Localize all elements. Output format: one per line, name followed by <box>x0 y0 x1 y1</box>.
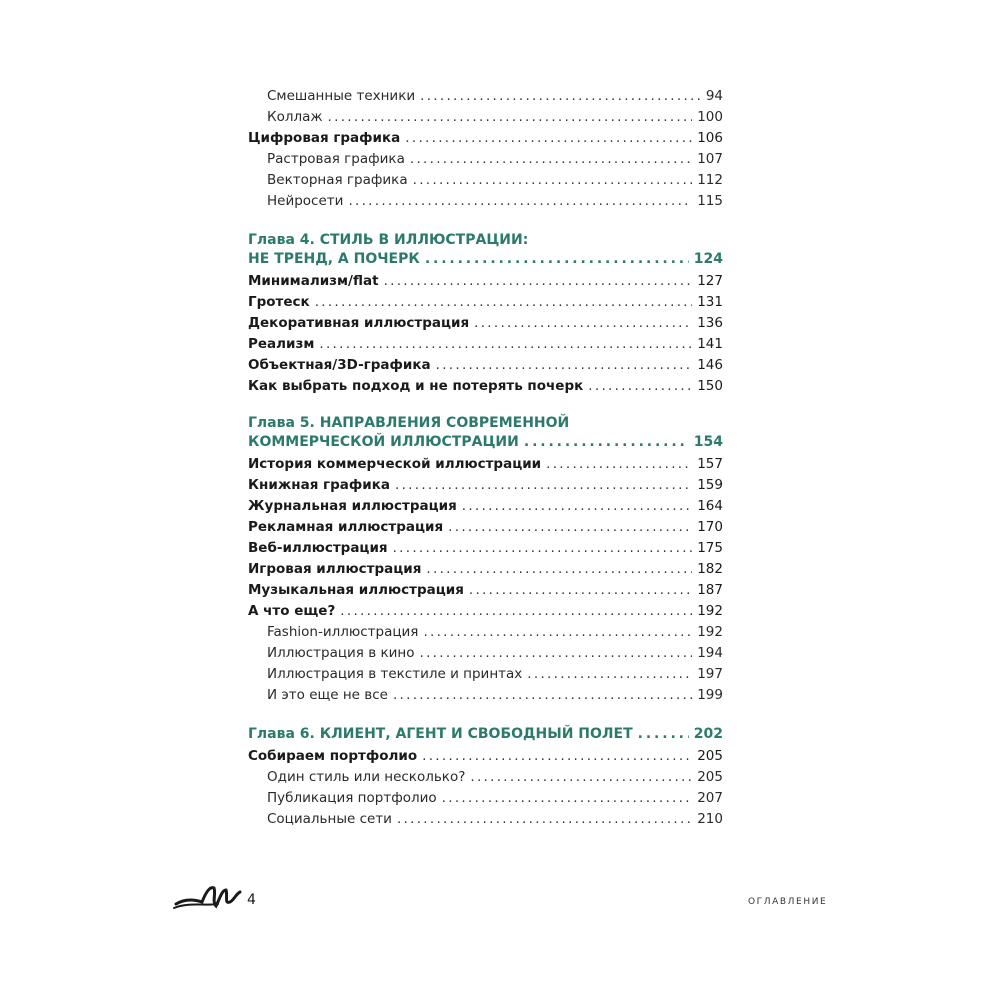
toc-entry-title: Журнальная иллюстрация <box>248 498 457 514</box>
leader-dots <box>393 685 692 706</box>
toc-entry-page: 146 <box>697 357 723 373</box>
toc-entry-title: Иллюстрация в кино <box>267 645 415 661</box>
leader-dots <box>319 334 692 355</box>
signature-logo-icon <box>172 880 244 916</box>
toc-entry-page: 175 <box>697 540 723 556</box>
toc-entry-title: Объектная/3D-графика <box>248 357 431 373</box>
chapter-title-line: НЕ ТРЕНД, А ПОЧЕРК <box>248 251 420 267</box>
toc-entry[interactable] <box>248 788 723 809</box>
toc-entry-page: 131 <box>697 294 723 310</box>
chapter-5-heading[interactable] <box>248 414 723 452</box>
toc-entry-page: 136 <box>697 315 723 331</box>
chapter-title-line: КОММЕРЧЕСКОЙ ИЛЛЮСТРАЦИИ <box>248 434 519 450</box>
toc-entry-title: Цифровая графика <box>248 130 401 146</box>
toc-entry[interactable] <box>248 767 723 788</box>
leader-dots <box>546 454 692 475</box>
chapter-title-line: Глава 4. СТИЛЬ В ИЛЛЮСТРАЦИИ: <box>248 232 529 248</box>
leader-dots <box>423 622 692 643</box>
toc-entry-page: 159 <box>697 477 723 493</box>
leader-dots <box>393 538 693 559</box>
toc-entry[interactable] <box>248 559 723 580</box>
toc-entry-title: Растровая графика <box>267 151 405 167</box>
toc-entry[interactable] <box>248 496 723 517</box>
leader-dots <box>436 355 693 376</box>
toc-entry[interactable] <box>248 149 723 170</box>
toc-entry[interactable] <box>248 601 723 622</box>
toc-entry-page: 192 <box>697 603 723 619</box>
leader-dots <box>384 271 693 292</box>
chapter-title-line: Глава 5. НАПРАВЛЕНИЯ СОВРЕМЕННОЙ <box>248 415 570 431</box>
chapter-5-section <box>248 414 723 706</box>
toc-entry-title: Векторная графика <box>267 172 408 188</box>
leader-dots <box>315 292 693 313</box>
toc-entry-title: Как выбрать подход и не потерять почерк <box>248 378 584 394</box>
toc-entry-title: История коммерческой иллюстрации <box>248 456 542 472</box>
leader-dots <box>422 746 692 767</box>
chapter-6-section <box>248 725 723 830</box>
toc-entry[interactable] <box>248 271 723 292</box>
chapter-4-section <box>248 231 723 397</box>
toc-entry-title: Рекламная иллюстрация <box>248 519 444 535</box>
leader-dots <box>340 601 692 622</box>
page-number: 4 <box>247 892 256 908</box>
toc-entry[interactable] <box>248 685 723 706</box>
toc-entry[interactable] <box>248 664 723 685</box>
leader-dots <box>442 788 693 809</box>
running-footer-title: ОГЛАВЛЕНИЕ <box>748 897 828 907</box>
leader-dots <box>426 559 692 580</box>
toc-entry-title: Веб-иллюстрация <box>248 540 388 556</box>
toc-entry[interactable] <box>248 454 723 475</box>
leader-dots <box>470 767 692 788</box>
leader-dots <box>469 580 692 601</box>
toc-entry-page: 170 <box>697 519 723 535</box>
toc-entry[interactable] <box>248 355 723 376</box>
toc-entry[interactable] <box>248 313 723 334</box>
toc-entry[interactable] <box>248 475 723 496</box>
toc-entry[interactable] <box>248 292 723 313</box>
leader-dots <box>527 664 692 685</box>
toc-entry-page: 205 <box>697 748 723 764</box>
chapter-page: 124 <box>693 251 723 267</box>
toc-entry-title: Игровая иллюстрация <box>248 561 422 577</box>
toc-entry[interactable] <box>248 517 723 538</box>
toc-entry-page: 205 <box>697 769 723 785</box>
toc-entry-page: 157 <box>697 456 723 472</box>
chapter-title-line: Глава 6. КЛИЕНТ, АГЕНТ И СВОБОДНЫЙ ПОЛЕТ <box>248 726 633 742</box>
leader-dots <box>588 376 692 397</box>
toc-entry-page: 141 <box>697 336 723 352</box>
chapter-title-row <box>248 725 723 744</box>
toc-entry-title: И это еще не все <box>267 687 388 703</box>
leader-dots <box>425 250 689 269</box>
toc-entry-page: 112 <box>697 172 723 188</box>
leader-dots <box>328 107 693 128</box>
toc-entry-title: Музыкальная иллюстрация <box>248 582 464 598</box>
chapter-4-heading[interactable] <box>248 231 723 269</box>
toc-entry-title: Социальные сети <box>267 811 392 827</box>
chapter-6-heading[interactable] <box>248 725 723 744</box>
toc-entry-title: Минимализм/flat <box>248 273 379 289</box>
toc-entry[interactable] <box>248 376 723 397</box>
toc-entry-page: 207 <box>697 790 723 806</box>
leader-dots <box>410 149 692 170</box>
toc-entry-title: Нейросети <box>267 193 344 209</box>
toc-entry-page: 100 <box>697 109 723 125</box>
toc-entry-title: Книжная графика <box>248 477 391 493</box>
toc-entry[interactable] <box>248 107 723 128</box>
toc-entry-page: 150 <box>697 378 723 394</box>
toc-entry-page: 194 <box>697 645 723 661</box>
toc-entry[interactable] <box>248 580 723 601</box>
leader-dots <box>420 643 693 664</box>
toc-entry-page: 107 <box>697 151 723 167</box>
toc-entry-title: Публикация портфолио <box>267 790 437 806</box>
toc-entry[interactable] <box>248 170 723 191</box>
leader-dots <box>405 128 692 149</box>
leader-dots <box>524 433 689 452</box>
toc-entry-title: Коллаж <box>267 109 323 125</box>
leader-dots <box>420 86 701 107</box>
toc-entry[interactable] <box>248 643 723 664</box>
leader-dots <box>462 496 692 517</box>
toc-entry-title: Собираем портфолио <box>248 748 418 764</box>
toc-entry-page: 187 <box>697 582 723 598</box>
leader-dots <box>413 170 693 191</box>
leader-dots <box>638 725 689 744</box>
toc-entry-page: 182 <box>697 561 723 577</box>
toc-entry[interactable] <box>248 191 723 212</box>
toc-entry-page: 192 <box>697 624 723 640</box>
toc-entry-title: Иллюстрация в текстиле и принтах <box>267 666 523 682</box>
chapter-title-row <box>248 250 723 269</box>
leader-dots <box>474 313 692 334</box>
chapter-page: 154 <box>693 434 723 450</box>
toc-top-section <box>248 86 723 212</box>
chapter-page: 202 <box>693 726 723 742</box>
toc-entry[interactable] <box>248 746 723 767</box>
toc-entry-page: 199 <box>697 687 723 703</box>
toc-entry[interactable] <box>248 538 723 559</box>
toc-entry-title: Fashion-иллюстрация <box>267 624 419 640</box>
toc-entry[interactable] <box>248 86 723 107</box>
toc-entry-title: Один стиль или несколько? <box>267 769 466 785</box>
toc-entry-title: А что еще? <box>248 603 336 619</box>
toc-entry-page: 106 <box>697 130 723 146</box>
toc-entry-title: Гротеск <box>248 294 310 310</box>
toc-entry-title: Декоративная иллюстрация <box>248 315 470 331</box>
toc-entry-page: 210 <box>697 811 723 827</box>
toc-entry-page: 127 <box>697 273 723 289</box>
toc-entry-page: 115 <box>697 193 723 209</box>
chapter-title-row <box>248 433 723 452</box>
leader-dots <box>397 809 692 830</box>
toc-entry[interactable] <box>248 809 723 830</box>
toc-entry-page: 164 <box>697 498 723 514</box>
toc-entry-title: Смешанные техники <box>267 88 416 104</box>
toc-entry-title: Реализм <box>248 336 315 352</box>
leader-dots <box>348 191 692 212</box>
leader-dots <box>448 517 692 538</box>
toc-entry[interactable] <box>248 128 723 149</box>
toc-entry[interactable] <box>248 334 723 355</box>
toc-entry-page: 94 <box>705 88 723 104</box>
leader-dots <box>395 475 692 496</box>
toc-entry-page: 197 <box>697 666 723 682</box>
toc-entry[interactable] <box>248 622 723 643</box>
